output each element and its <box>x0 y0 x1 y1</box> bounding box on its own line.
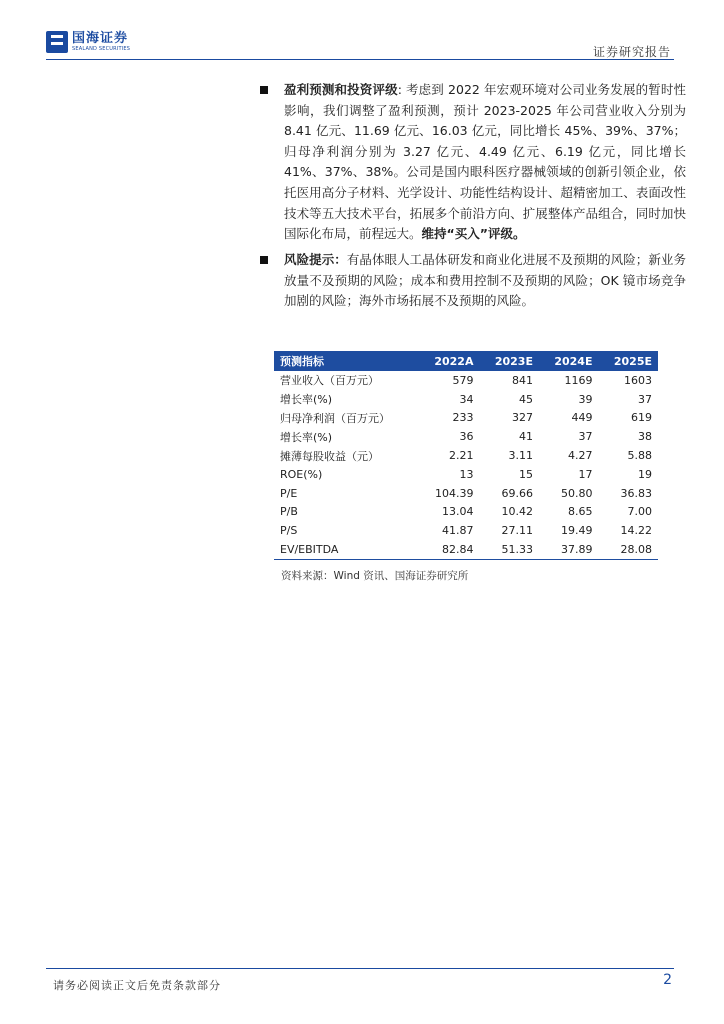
header-divider <box>46 59 674 60</box>
table-cell: 13.04 <box>441 505 474 519</box>
table-cell: 8.65 <box>567 505 593 519</box>
table-cell: 38 <box>638 430 652 444</box>
table-cell: 36 <box>459 430 474 444</box>
table-row <box>274 465 658 484</box>
table-cell: 51.33 <box>479 540 539 559</box>
earnings-forecast-paragraph <box>284 80 686 245</box>
table-cell: 归母净利润（百万元） <box>280 411 390 425</box>
table-cell: 营业收入（百万元） <box>280 374 379 388</box>
table-cell: 7.00 <box>627 505 652 519</box>
table-cell: P/B <box>280 505 298 519</box>
table-cell: 327 <box>511 411 533 425</box>
table-cell: 19 <box>638 467 652 481</box>
table-row <box>274 427 658 446</box>
table-cell: 45 <box>518 392 533 406</box>
forecast-table <box>274 351 658 560</box>
table-cell: 449 <box>571 411 593 425</box>
logo-chinese-name: 国海证券 <box>72 31 129 46</box>
table-cell: 17 <box>578 467 593 481</box>
table-cell: 增长率(%) <box>280 393 333 407</box>
rating-statement: 维持“买入”评级。 <box>421 226 526 242</box>
table-header-cell: 2023E <box>479 351 539 371</box>
table-source-note: 资料来源：Wind 资讯、国海证券研究所 <box>281 570 469 582</box>
page-header <box>0 0 724 64</box>
table-cell: 2.21 <box>448 449 474 463</box>
logo-icon <box>46 31 68 53</box>
square-bullet-icon <box>260 256 268 264</box>
table-cell: 1169 <box>564 373 593 387</box>
table-cell: 10.42 <box>501 505 533 519</box>
table-cell: ROE(%) <box>280 467 323 481</box>
risk-warning-text: 有晶体眼人工晶体研发和商业化进展不及预期的风险；新业务放量不及预期的风险；成本和费用控制不及预期的风险；OK 镜市场竞争加剧的风险；海外市场拓展不及预期的风险。 <box>284 252 686 309</box>
table-cell: 3.11 <box>508 449 533 463</box>
table-cell: 69.66 <box>501 486 533 500</box>
earnings-forecast-heading: 盈利预测和投资评级 <box>284 82 398 97</box>
table-header-cell: 2022A <box>419 351 480 371</box>
table-cell: 579 <box>452 373 474 387</box>
table-cell: 619 <box>631 411 652 425</box>
table-row <box>274 484 658 503</box>
table-cell: 82.84 <box>419 540 480 559</box>
table-cell: 37 <box>638 392 652 406</box>
table-row <box>274 521 658 540</box>
table-cell: 233 <box>452 411 474 425</box>
table-row <box>274 503 658 522</box>
table-cell: 841 <box>511 373 533 387</box>
table-cell: 28.08 <box>598 540 658 559</box>
table-row <box>274 540 658 559</box>
table-cell: 34 <box>459 392 474 406</box>
footer-divider <box>46 968 674 969</box>
table-row <box>274 371 658 390</box>
table-header-cell: 2025E <box>598 351 658 371</box>
table-cell: EV/EBITDA <box>274 540 419 559</box>
table-row <box>274 390 658 409</box>
table-cell: 50.80 <box>560 486 593 500</box>
table-cell: 104.39 <box>434 486 474 500</box>
square-bullet-icon <box>260 86 268 94</box>
table-cell: 41.87 <box>441 524 474 538</box>
table-header-cell: 2024E <box>539 351 599 371</box>
table-cell: 15 <box>518 467 533 481</box>
table-cell: P/E <box>280 486 298 500</box>
table-cell: 41 <box>518 430 533 444</box>
table-cell: 37 <box>578 430 593 444</box>
page-number: 2 <box>663 972 672 988</box>
table-header-cell: 预测指标 <box>274 351 419 371</box>
table-row <box>274 409 658 428</box>
disclaimer-note: 请务必阅读正文后免责条款部分 <box>53 979 221 992</box>
table-cell: 5.88 <box>627 449 652 463</box>
table-row <box>274 446 658 465</box>
table-cell: 19.49 <box>560 524 593 538</box>
table-cell: 摊薄每股收益（元） <box>280 449 379 463</box>
earnings-forecast-text: : 考虑到 2022 年宏观环境对公司业务发展的暂时性影响，我们调整了盈利预测，预计 2023-2025 年公司营业收入分别为 8.41 亿元、11.69 亿元、16.03 亿元，同比增长 45%、39%、37%；归母净利润分别为 3.27 亿元、4.49 亿元、6.19 亿元，同比增长 41%、37%、38%。公司是国内眼科医疗器械领域的创新引领企业，依托医用高分子材料、光学设计、功能性结构设计、超精密加工、表面改性技术等五大技术平台，拓展多个前沿方向、扩展整体产品组合，同时加快国际化布局，前程远大。 <box>284 82 686 242</box>
table-cell: 36.83 <box>620 486 652 500</box>
report-type-label: 证券研究报告 <box>592 45 671 59</box>
table-cell: 13 <box>459 467 474 481</box>
table-cell: 4.27 <box>567 449 593 463</box>
table-cell: 14.22 <box>620 524 652 538</box>
table-cell: 增长率(%) <box>280 430 333 444</box>
risk-warning-paragraph <box>284 250 686 312</box>
company-logo <box>46 31 130 53</box>
table-cell: 1603 <box>624 373 652 387</box>
logo-english-name: SEALAND SECURITIES <box>72 46 131 52</box>
risk-warning-heading: 风险提示： <box>284 252 347 267</box>
table-cell: 37.89 <box>539 540 599 559</box>
table-cell: 27.11 <box>501 524 533 538</box>
table-header-row <box>274 351 658 371</box>
table-cell: 39 <box>578 392 593 406</box>
table-cell: P/S <box>280 524 298 538</box>
